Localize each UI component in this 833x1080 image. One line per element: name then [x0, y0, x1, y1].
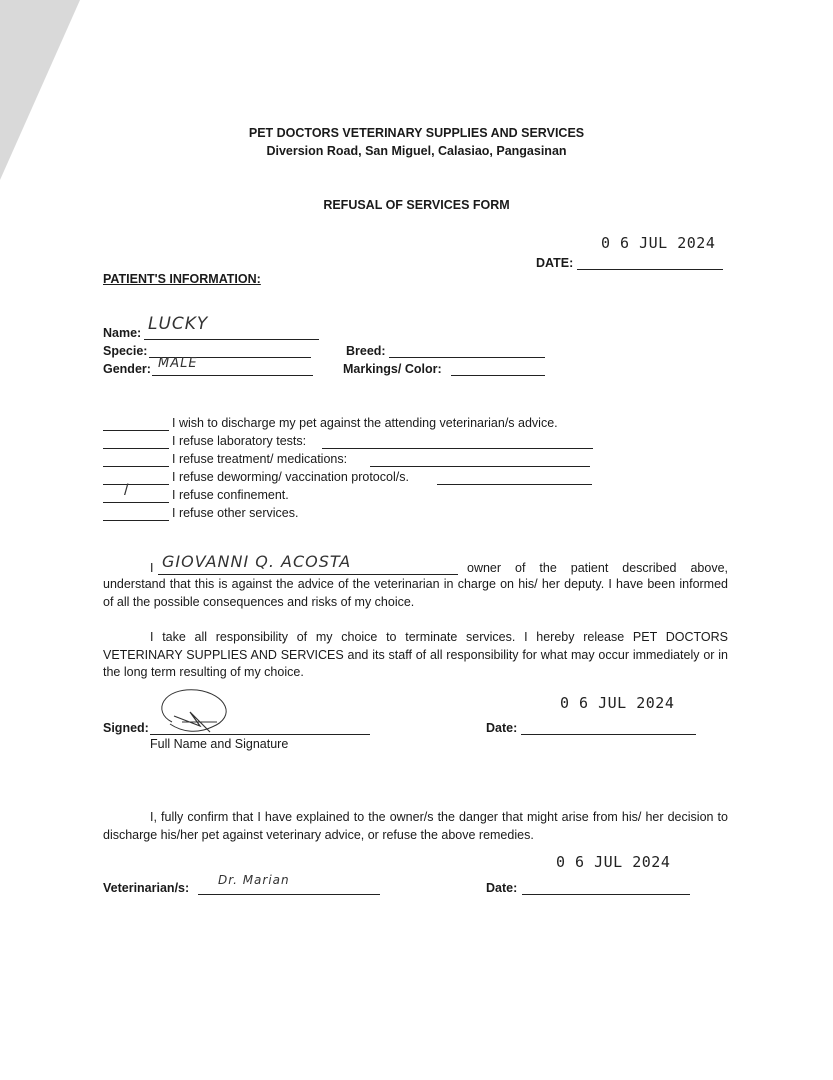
option-text: I refuse laboratory tests: [172, 434, 307, 448]
option-blank [103, 434, 169, 449]
clinic-name: PET DOCTORS VETERINARY SUPPLIES AND SERVICES [248, 126, 585, 140]
statement-line1-suffix: owner of the patient described above, [467, 561, 728, 575]
markings-label: Markings/ Color: [343, 362, 442, 376]
gender-label: Gender: [103, 362, 151, 376]
option-blank [103, 416, 169, 431]
date-line [577, 255, 723, 270]
specie-label: Specie: [103, 344, 148, 358]
owner-name-value: GIOVANNI Q. ACOSTA [162, 552, 352, 571]
breed-label: Breed: [346, 344, 386, 358]
signed-date-stamp: 0 6 JUL 2024 [560, 694, 675, 712]
option-detail-line [322, 434, 593, 449]
signature-caption: Full Name and Signature [150, 737, 289, 751]
date-stamp: 0 6 JUL 2024 [601, 234, 716, 252]
option-text: I refuse treatment/ medications: [172, 452, 348, 466]
markings-line [451, 361, 545, 376]
option-blank [103, 506, 169, 521]
statement-prefix: I [150, 561, 154, 575]
name-value: LUCKY [148, 314, 209, 334]
vet-date-stamp: 0 6 JUL 2024 [556, 853, 671, 871]
option-text: I refuse confinement. [172, 488, 289, 502]
option-detail-line [437, 470, 592, 485]
date-label: DATE: [536, 256, 574, 270]
option-blank [103, 452, 169, 467]
breed-line [389, 343, 545, 358]
vet-date-label: Date: [486, 881, 518, 895]
option-text: I refuse other services. [172, 506, 299, 520]
confirm-paragraph: I, fully confirm that I have explained to the owner/s the danger that might arise from his/ her decision to discharge his/her pet against veterinary advice, or refuse the above remedies. [103, 810, 728, 842]
option-blank [103, 488, 169, 503]
option-blank [103, 470, 169, 485]
clinic-address: Diversion Road, San Miguel, Calasiao, Pangasinan [266, 144, 567, 158]
signed-date-label: Date: [486, 721, 518, 735]
option-text: I refuse deworming/ vaccination protocol/s. [172, 470, 409, 484]
form-title: REFUSAL OF SERVICES FORM [323, 198, 510, 212]
patient-section-title: PATIENT'S INFORMATION: [103, 272, 261, 286]
option-check-mark: / [124, 482, 129, 499]
veterinarian-value: Dr. Marian [218, 873, 290, 887]
statement-text: understand that this is against the advice of the veterinarian in charge on his/ her deputy. I have been informed of all the possible consequences and risks of my choice. [103, 577, 728, 609]
option-detail-line [370, 452, 590, 467]
release-paragraph: I take all responsibility of my choice to terminate services. I hereby release PET DOCTORS VETERINARY SUPPLIES AND SERVICES and its staff of all responsibility for what may occur immediately or in the long term resulting of my choice. [103, 630, 728, 679]
owner-signature-mark [142, 682, 242, 742]
signed-date-line [521, 720, 696, 735]
vet-date-line [522, 880, 690, 895]
name-label: Name: [103, 326, 142, 340]
option-text: I wish to discharge my pet against the attending veterinarian/s advice. [172, 416, 558, 430]
veterinarian-label: Veterinarian/s: [103, 881, 190, 895]
gender-value: MALE [158, 356, 198, 371]
signed-label: Signed: [103, 721, 149, 735]
